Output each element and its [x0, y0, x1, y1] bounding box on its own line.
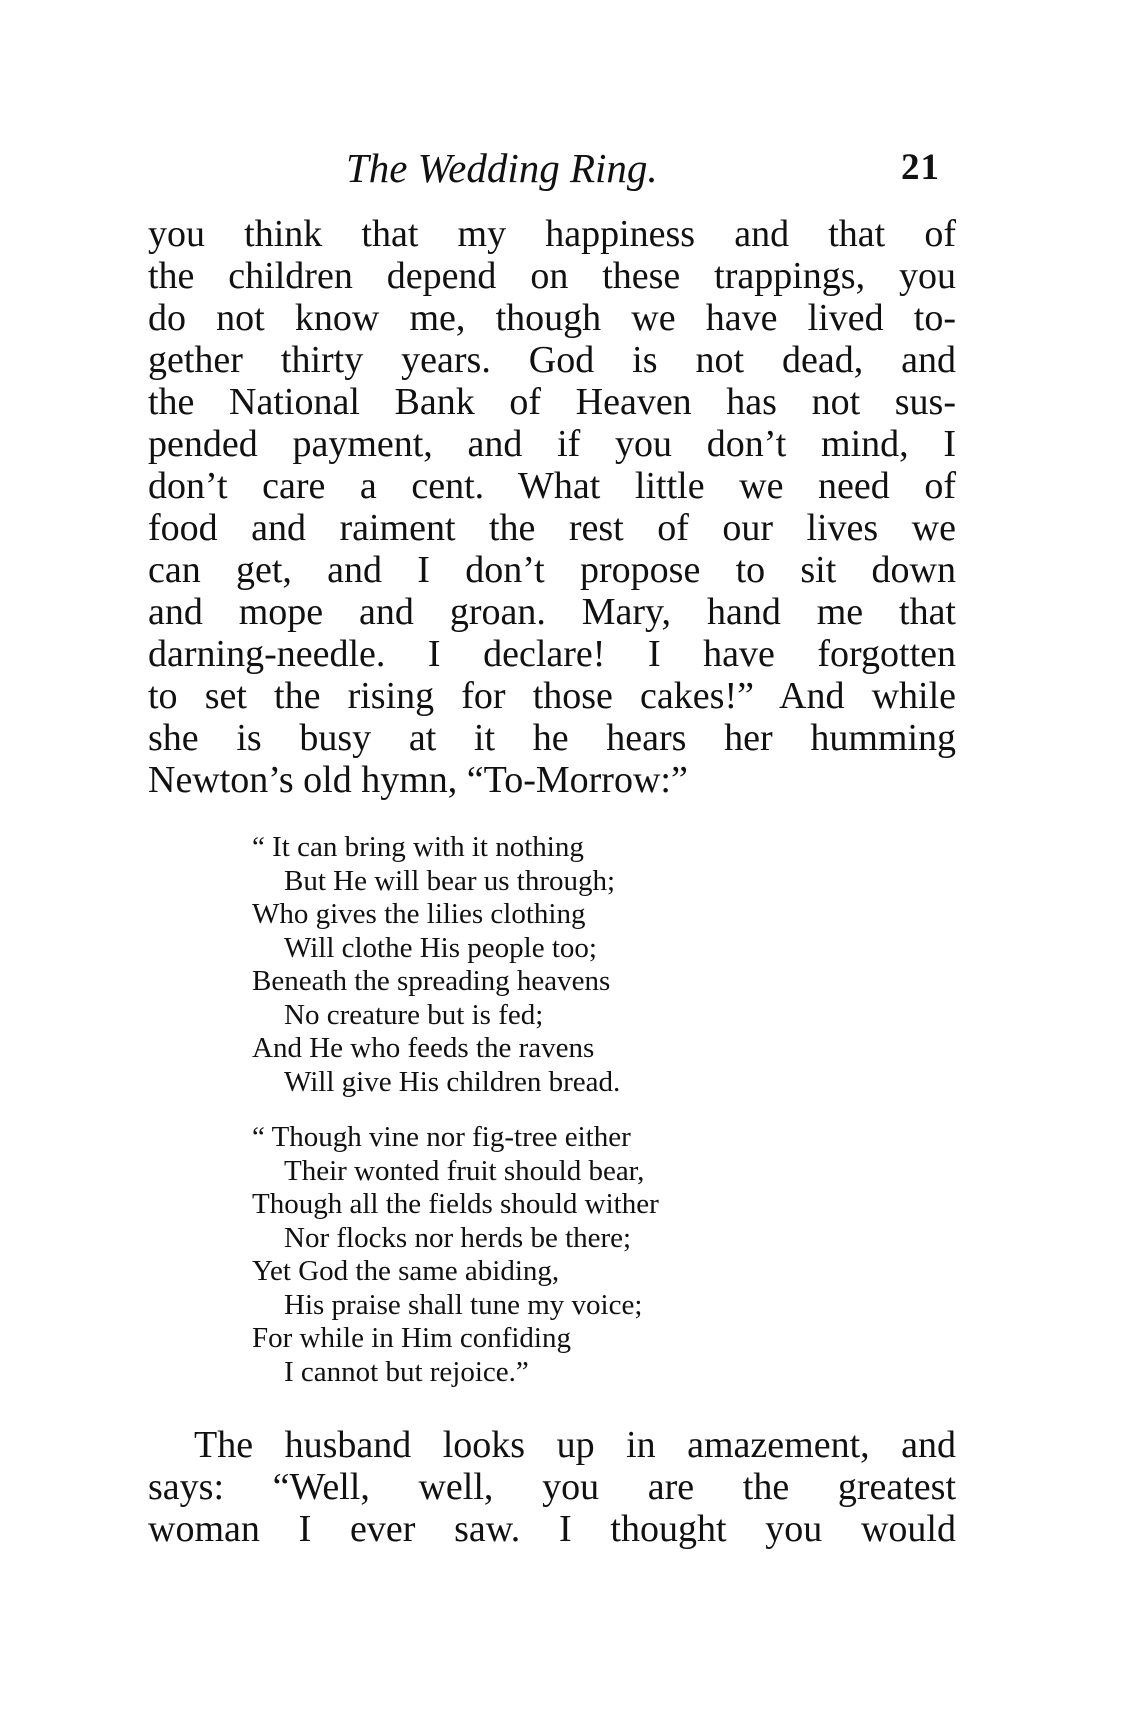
page-number: 21: [901, 147, 940, 188]
text-line: can get, and I don’t propose to sit down: [148, 549, 956, 591]
text-line: she is busy at it he hears her humming: [148, 717, 956, 759]
hymn-stanza-1: [252, 831, 872, 1099]
text-line: you think that my happiness and that of: [148, 213, 956, 255]
verse-line: Will clothe His people too;: [284, 931, 597, 964]
text-line: do not know me, though we have lived to-: [148, 297, 956, 339]
text-line: the National Bank of Heaven has not sus-: [148, 381, 956, 423]
running-head: [140, 143, 940, 193]
verse-line: Their wonted fruit should bear,: [284, 1154, 645, 1187]
hymn-stanza-2: [252, 1121, 872, 1389]
verse-line: And He who feeds the ravens: [252, 1032, 595, 1064]
verse-line: His praise shall tune my voice;: [284, 1288, 643, 1321]
verse-line: Will give His children bread.: [284, 1065, 621, 1098]
text-line: woman I ever saw. I thought you would: [148, 1508, 956, 1550]
text-line: the children depend on these trappings, you: [148, 255, 956, 297]
text-line: darning-needle. I declare! I have forgotten: [148, 633, 956, 675]
text-line: don’t care a cent. What little we need of: [148, 465, 956, 507]
verse-line: Who gives the lilies clothing: [252, 898, 586, 930]
text-line: pended payment, and if you don’t mind, I: [148, 423, 956, 465]
text-line: says: “Well, well, you are the greatest: [148, 1466, 956, 1508]
text-line: food and raiment the rest of our lives we: [148, 507, 956, 549]
verse-line: For while in Him confiding: [252, 1322, 571, 1354]
verse-line: “ Though vine nor fig-tree either: [252, 1121, 631, 1153]
text-line: to set the rising for those cakes!” And while: [148, 675, 956, 717]
verse-line: Though all the fields should wither: [252, 1188, 659, 1220]
verse-line: I cannot but rejoice.”: [284, 1355, 529, 1388]
prose-paragraph-continued: [148, 213, 956, 801]
prose-paragraph-new: [148, 1424, 956, 1550]
text-line: Newton’s old hymn, “To-Morrow:”: [148, 759, 688, 801]
verse-line: Nor flocks nor herds be there;: [284, 1221, 632, 1254]
verse-line: No creature but is fed;: [284, 998, 544, 1031]
text-line: The husband looks up in amazement, and: [194, 1424, 956, 1466]
verse-line: Yet God the same abiding,: [252, 1255, 560, 1287]
text-line: gether thirty years. God is not dead, and: [148, 339, 956, 381]
running-title: The Wedding Ring.: [346, 145, 658, 191]
text-line: and mope and groan. Mary, hand me that: [148, 591, 956, 633]
verse-line: Beneath the spreading heavens: [252, 965, 611, 997]
verse-line: “ It can bring with it nothing: [252, 831, 584, 863]
verse-line: But He will bear us through;: [284, 864, 616, 897]
